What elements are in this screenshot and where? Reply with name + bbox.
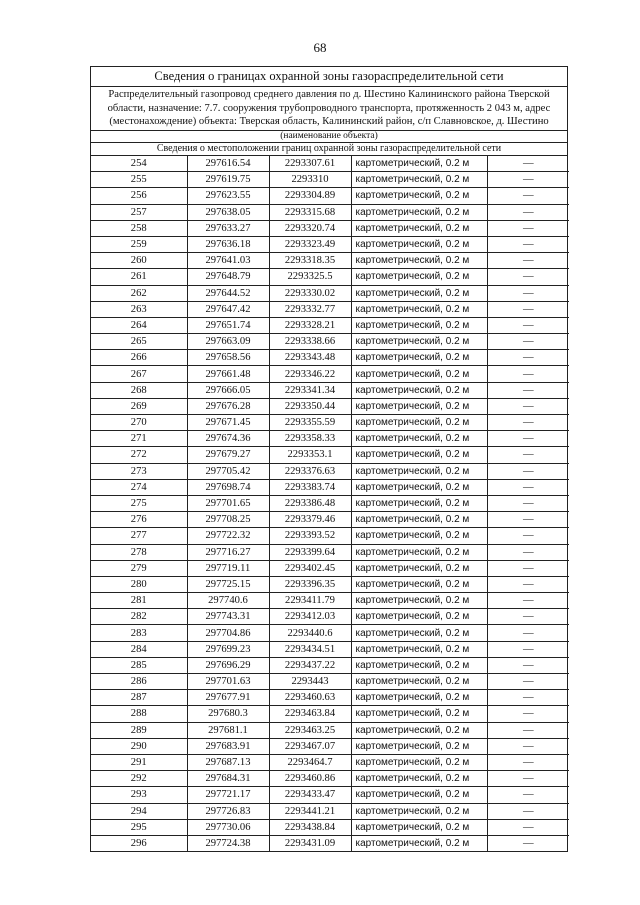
table-row (91, 285, 569, 301)
method-cell: картометрический, 0.2 м (351, 382, 487, 398)
point-number-cell: 258 (91, 220, 187, 236)
point-number-cell: 286 (91, 674, 187, 690)
point-number-cell: 279 (91, 560, 187, 576)
method-cell: картометрический, 0.2 м (351, 156, 487, 172)
dash-cell: — (487, 560, 569, 576)
dash-cell: — (487, 253, 569, 269)
dash-cell: — (487, 285, 569, 301)
dash-cell: — (487, 431, 569, 447)
table-row (91, 641, 569, 657)
x-coordinate-cell: 297724.38 (187, 835, 269, 851)
point-number-cell: 287 (91, 690, 187, 706)
dash-cell: — (487, 172, 569, 188)
point-number-cell: 270 (91, 415, 187, 431)
y-coordinate-cell: 2293338.66 (269, 334, 351, 350)
method-cell: картометрический, 0.2 м (351, 544, 487, 560)
x-coordinate-cell: 297687.13 (187, 754, 269, 770)
method-cell: картометрический, 0.2 м (351, 495, 487, 511)
dash-cell: — (487, 690, 569, 706)
x-coordinate-cell: 297644.52 (187, 285, 269, 301)
y-coordinate-cell: 2293434.51 (269, 641, 351, 657)
point-number-cell: 265 (91, 334, 187, 350)
table-row (91, 301, 569, 317)
table-row (91, 220, 569, 236)
y-coordinate-cell: 2293383.74 (269, 479, 351, 495)
y-coordinate-cell: 2293330.02 (269, 285, 351, 301)
table-row (91, 415, 569, 431)
method-cell: картометрический, 0.2 м (351, 204, 487, 220)
x-coordinate-cell: 297721.17 (187, 787, 269, 803)
method-cell: картометрический, 0.2 м (351, 512, 487, 528)
y-coordinate-cell: 2293464.7 (269, 754, 351, 770)
y-coordinate-cell: 2293304.89 (269, 188, 351, 204)
table-row (91, 253, 569, 269)
method-cell: картометрический, 0.2 м (351, 253, 487, 269)
y-coordinate-cell: 2293386.48 (269, 495, 351, 511)
x-coordinate-cell: 297684.31 (187, 771, 269, 787)
point-number-cell: 283 (91, 625, 187, 641)
method-cell: картометрический, 0.2 м (351, 301, 487, 317)
x-coordinate-cell: 297722.32 (187, 528, 269, 544)
dash-cell: — (487, 803, 569, 819)
y-coordinate-cell: 2293353.1 (269, 447, 351, 463)
x-coordinate-cell: 297708.25 (187, 512, 269, 528)
method-cell: картометрический, 0.2 м (351, 738, 487, 754)
table-row (91, 560, 569, 576)
point-number-cell: 269 (91, 398, 187, 414)
table-row (91, 593, 569, 609)
point-number-cell: 256 (91, 188, 187, 204)
x-coordinate-cell: 297698.74 (187, 479, 269, 495)
dash-cell: — (487, 495, 569, 511)
y-coordinate-cell: 2293341.34 (269, 382, 351, 398)
y-coordinate-cell: 2293460.86 (269, 771, 351, 787)
table-row (91, 188, 569, 204)
point-number-cell: 290 (91, 738, 187, 754)
coordinates-table-body (91, 156, 569, 851)
point-number-cell: 264 (91, 317, 187, 333)
table-row (91, 674, 569, 690)
dash-cell: — (487, 366, 569, 382)
dash-cell: — (487, 382, 569, 398)
y-coordinate-cell: 2293393.52 (269, 528, 351, 544)
point-number-cell: 271 (91, 431, 187, 447)
x-coordinate-cell: 297616.54 (187, 156, 269, 172)
dash-cell: — (487, 593, 569, 609)
y-coordinate-cell: 2293320.74 (269, 220, 351, 236)
method-cell: картометрический, 0.2 м (351, 350, 487, 366)
table-row (91, 431, 569, 447)
x-coordinate-cell: 297680.3 (187, 706, 269, 722)
table-row (91, 447, 569, 463)
point-number-cell: 284 (91, 641, 187, 657)
y-coordinate-cell: 2293343.48 (269, 350, 351, 366)
dash-cell: — (487, 754, 569, 770)
x-coordinate-cell: 297683.91 (187, 738, 269, 754)
table-row (91, 479, 569, 495)
method-cell: картометрический, 0.2 м (351, 317, 487, 333)
dash-cell: — (487, 544, 569, 560)
x-coordinate-cell: 297740.6 (187, 593, 269, 609)
table-row (91, 690, 569, 706)
method-cell: картометрический, 0.2 м (351, 334, 487, 350)
point-number-cell: 268 (91, 382, 187, 398)
table-row (91, 803, 569, 819)
x-coordinate-cell: 297699.23 (187, 641, 269, 657)
method-cell: картометрический, 0.2 м (351, 722, 487, 738)
x-coordinate-cell: 297704.86 (187, 625, 269, 641)
dash-cell: — (487, 317, 569, 333)
table-row (91, 835, 569, 851)
table-row (91, 382, 569, 398)
table-row (91, 576, 569, 592)
x-coordinate-cell: 297743.31 (187, 609, 269, 625)
table-row (91, 350, 569, 366)
table-row (91, 738, 569, 754)
point-number-cell: 293 (91, 787, 187, 803)
method-cell: картометрический, 0.2 м (351, 690, 487, 706)
point-number-cell: 295 (91, 819, 187, 835)
point-number-cell: 274 (91, 479, 187, 495)
y-coordinate-cell: 2293358.33 (269, 431, 351, 447)
table-row (91, 366, 569, 382)
y-coordinate-cell: 2293379.46 (269, 512, 351, 528)
method-cell: картометрический, 0.2 м (351, 172, 487, 188)
point-number-cell: 259 (91, 236, 187, 252)
dash-cell: — (487, 156, 569, 172)
dash-cell: — (487, 220, 569, 236)
x-coordinate-cell: 297648.79 (187, 269, 269, 285)
y-coordinate-cell: 2293431.09 (269, 835, 351, 851)
method-cell: картометрический, 0.2 м (351, 835, 487, 851)
dash-cell: — (487, 350, 569, 366)
method-cell: картометрический, 0.2 м (351, 188, 487, 204)
boundary-document (90, 66, 568, 852)
table-row (91, 269, 569, 285)
y-coordinate-cell: 2293315.68 (269, 204, 351, 220)
x-coordinate-cell: 297676.28 (187, 398, 269, 414)
point-number-cell: 288 (91, 706, 187, 722)
x-coordinate-cell: 297730.06 (187, 819, 269, 835)
y-coordinate-cell: 2293325.5 (269, 269, 351, 285)
object-description: Распределительный газопровод среднего давления по д. Шестино Калининского района Тверской области, назначение: 7.7. сооружения трубопроводного транспорта, протяженность 2 043 м, адрес (местонахождение) объекта: Тверская область, Калининский район, с/п Славновское, д. Шестино (91, 87, 567, 131)
dash-cell: — (487, 657, 569, 673)
method-cell: картометрический, 0.2 м (351, 528, 487, 544)
method-cell: картометрический, 0.2 м (351, 576, 487, 592)
dash-cell: — (487, 641, 569, 657)
dash-cell: — (487, 609, 569, 625)
method-cell: картометрический, 0.2 м (351, 398, 487, 414)
y-coordinate-cell: 2293346.22 (269, 366, 351, 382)
dash-cell: — (487, 738, 569, 754)
object-name-caption: (наименование объекта) (91, 131, 567, 143)
x-coordinate-cell: 297719.11 (187, 560, 269, 576)
x-coordinate-cell: 297623.55 (187, 188, 269, 204)
method-cell: картометрический, 0.2 м (351, 236, 487, 252)
table-row (91, 398, 569, 414)
x-coordinate-cell: 297661.48 (187, 366, 269, 382)
point-number-cell: 281 (91, 593, 187, 609)
y-coordinate-cell: 2293399.64 (269, 544, 351, 560)
x-coordinate-cell: 297619.75 (187, 172, 269, 188)
x-coordinate-cell: 297677.91 (187, 690, 269, 706)
table-row (91, 657, 569, 673)
method-cell: картометрический, 0.2 м (351, 803, 487, 819)
point-number-cell: 273 (91, 463, 187, 479)
y-coordinate-cell: 2293438.84 (269, 819, 351, 835)
method-cell: картометрический, 0.2 м (351, 431, 487, 447)
dash-cell: — (487, 334, 569, 350)
method-cell: картометрический, 0.2 м (351, 787, 487, 803)
point-number-cell: 254 (91, 156, 187, 172)
table-row (91, 236, 569, 252)
x-coordinate-cell: 297726.83 (187, 803, 269, 819)
point-number-cell: 280 (91, 576, 187, 592)
table-row (91, 771, 569, 787)
y-coordinate-cell: 2293310 (269, 172, 351, 188)
y-coordinate-cell: 2293460.63 (269, 690, 351, 706)
table-row (91, 609, 569, 625)
x-coordinate-cell: 297647.42 (187, 301, 269, 317)
dash-cell: — (487, 512, 569, 528)
dash-cell: — (487, 463, 569, 479)
x-coordinate-cell: 297725.15 (187, 576, 269, 592)
point-number-cell: 278 (91, 544, 187, 560)
table-row (91, 172, 569, 188)
y-coordinate-cell: 2293463.84 (269, 706, 351, 722)
method-cell: картометрический, 0.2 м (351, 625, 487, 641)
y-coordinate-cell: 2293411.79 (269, 593, 351, 609)
document-title: Сведения о границах охранной зоны газораспределительной сети (91, 67, 567, 87)
dash-cell: — (487, 835, 569, 851)
point-number-cell: 289 (91, 722, 187, 738)
point-number-cell: 272 (91, 447, 187, 463)
point-number-cell: 260 (91, 253, 187, 269)
point-number-cell: 257 (91, 204, 187, 220)
method-cell: картометрический, 0.2 м (351, 285, 487, 301)
x-coordinate-cell: 297641.03 (187, 253, 269, 269)
method-cell: картометрический, 0.2 м (351, 479, 487, 495)
dash-cell: — (487, 674, 569, 690)
x-coordinate-cell: 297674.36 (187, 431, 269, 447)
table-row (91, 787, 569, 803)
point-number-cell: 277 (91, 528, 187, 544)
page-number: 68 (313, 40, 327, 55)
x-coordinate-cell: 297701.63 (187, 674, 269, 690)
x-coordinate-cell: 297636.18 (187, 236, 269, 252)
method-cell: картометрический, 0.2 м (351, 641, 487, 657)
point-number-cell: 282 (91, 609, 187, 625)
dash-cell: — (487, 188, 569, 204)
y-coordinate-cell: 2293443 (269, 674, 351, 690)
method-cell: картометрический, 0.2 м (351, 560, 487, 576)
table-row (91, 706, 569, 722)
table-row (91, 512, 569, 528)
y-coordinate-cell: 2293441.21 (269, 803, 351, 819)
dash-cell: — (487, 625, 569, 641)
x-coordinate-cell: 297679.27 (187, 447, 269, 463)
table-row (91, 544, 569, 560)
method-cell: картометрический, 0.2 м (351, 463, 487, 479)
y-coordinate-cell: 2293467.07 (269, 738, 351, 754)
x-coordinate-cell: 297701.65 (187, 495, 269, 511)
dash-cell: — (487, 528, 569, 544)
x-coordinate-cell: 297633.27 (187, 220, 269, 236)
point-number-cell: 275 (91, 495, 187, 511)
method-cell: картометрический, 0.2 м (351, 593, 487, 609)
y-coordinate-cell: 2293323.49 (269, 236, 351, 252)
x-coordinate-cell: 297651.74 (187, 317, 269, 333)
y-coordinate-cell: 2293463.25 (269, 722, 351, 738)
y-coordinate-cell: 2293396.35 (269, 576, 351, 592)
table-row (91, 528, 569, 544)
point-number-cell: 296 (91, 835, 187, 851)
method-cell: картометрический, 0.2 м (351, 674, 487, 690)
point-number-cell: 255 (91, 172, 187, 188)
table-row (91, 156, 569, 172)
y-coordinate-cell: 2293332.77 (269, 301, 351, 317)
method-cell: картометрический, 0.2 м (351, 657, 487, 673)
x-coordinate-cell: 297705.42 (187, 463, 269, 479)
dash-cell: — (487, 576, 569, 592)
point-number-cell: 267 (91, 366, 187, 382)
x-coordinate-cell: 297638.05 (187, 204, 269, 220)
dash-cell: — (487, 722, 569, 738)
method-cell: картометрический, 0.2 м (351, 609, 487, 625)
coordinates-table (91, 156, 569, 851)
table-row (91, 204, 569, 220)
dash-cell: — (487, 398, 569, 414)
dash-cell: — (487, 771, 569, 787)
dash-cell: — (487, 301, 569, 317)
x-coordinate-cell: 297663.09 (187, 334, 269, 350)
dash-cell: — (487, 415, 569, 431)
y-coordinate-cell: 2293412.03 (269, 609, 351, 625)
y-coordinate-cell: 2293402.45 (269, 560, 351, 576)
y-coordinate-cell: 2293350.44 (269, 398, 351, 414)
dash-cell: — (487, 479, 569, 495)
point-number-cell: 285 (91, 657, 187, 673)
point-number-cell: 262 (91, 285, 187, 301)
table-row (91, 334, 569, 350)
x-coordinate-cell: 297696.29 (187, 657, 269, 673)
x-coordinate-cell: 297658.56 (187, 350, 269, 366)
dash-cell: — (487, 447, 569, 463)
point-number-cell: 291 (91, 754, 187, 770)
method-cell: картометрический, 0.2 м (351, 366, 487, 382)
point-number-cell: 266 (91, 350, 187, 366)
dash-cell: — (487, 269, 569, 285)
table-row (91, 625, 569, 641)
table-row (91, 819, 569, 835)
y-coordinate-cell: 2293440.6 (269, 625, 351, 641)
method-cell: картометрический, 0.2 м (351, 706, 487, 722)
location-caption: Сведения о местоположении границ охранной зоны газораспределительной сети (91, 143, 567, 156)
table-row (91, 317, 569, 333)
dash-cell: — (487, 787, 569, 803)
point-number-cell: 276 (91, 512, 187, 528)
dash-cell: — (487, 204, 569, 220)
method-cell: картометрический, 0.2 м (351, 771, 487, 787)
x-coordinate-cell: 297671.45 (187, 415, 269, 431)
x-coordinate-cell: 297681.1 (187, 722, 269, 738)
table-row (91, 722, 569, 738)
y-coordinate-cell: 2293437.22 (269, 657, 351, 673)
point-number-cell: 263 (91, 301, 187, 317)
table-row (91, 495, 569, 511)
method-cell: картометрический, 0.2 м (351, 220, 487, 236)
y-coordinate-cell: 2293307.61 (269, 156, 351, 172)
dash-cell: — (487, 236, 569, 252)
y-coordinate-cell: 2293376.63 (269, 463, 351, 479)
dash-cell: — (487, 819, 569, 835)
method-cell: картометрический, 0.2 м (351, 754, 487, 770)
y-coordinate-cell: 2293355.59 (269, 415, 351, 431)
dash-cell: — (487, 706, 569, 722)
method-cell: картометрический, 0.2 м (351, 819, 487, 835)
y-coordinate-cell: 2293318.35 (269, 253, 351, 269)
point-number-cell: 292 (91, 771, 187, 787)
table-row (91, 754, 569, 770)
method-cell: картометрический, 0.2 м (351, 415, 487, 431)
x-coordinate-cell: 297666.05 (187, 382, 269, 398)
method-cell: картометрический, 0.2 м (351, 447, 487, 463)
method-cell: картометрический, 0.2 м (351, 269, 487, 285)
table-row (91, 463, 569, 479)
y-coordinate-cell: 2293328.21 (269, 317, 351, 333)
x-coordinate-cell: 297716.27 (187, 544, 269, 560)
point-number-cell: 294 (91, 803, 187, 819)
y-coordinate-cell: 2293433.47 (269, 787, 351, 803)
point-number-cell: 261 (91, 269, 187, 285)
